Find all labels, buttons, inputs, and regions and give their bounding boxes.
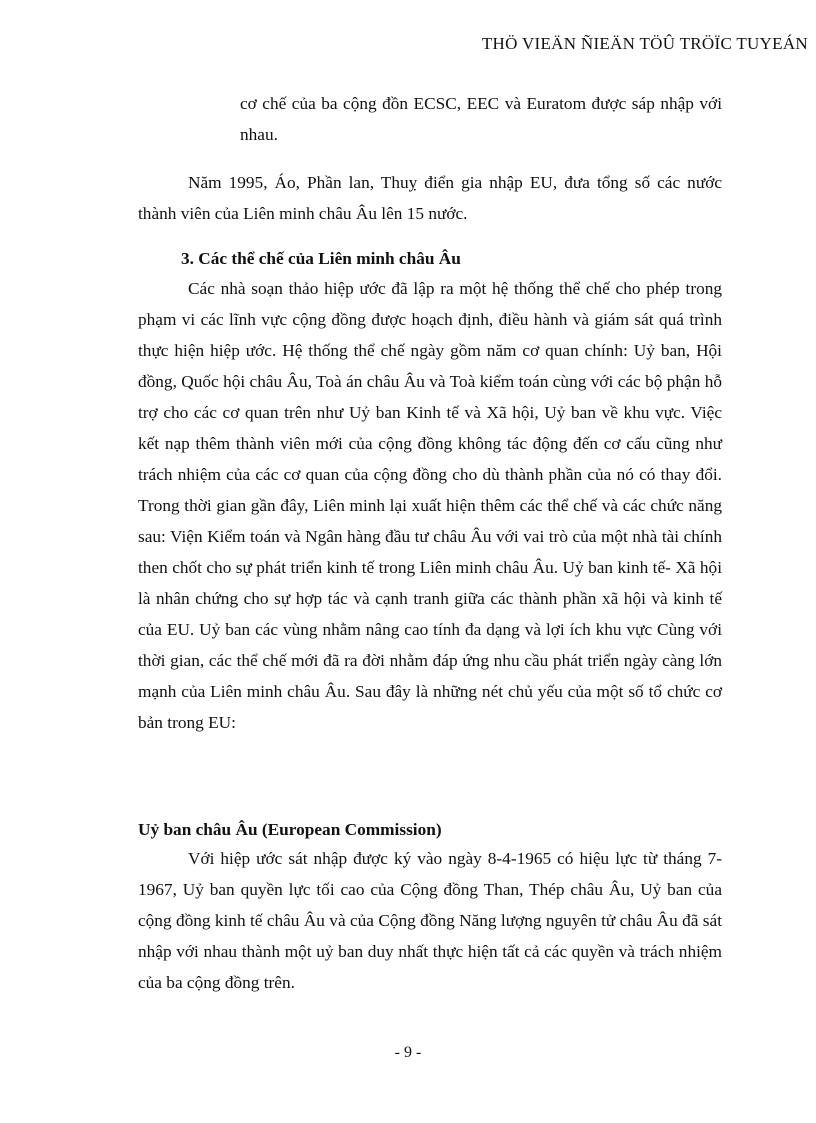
subheading-european-commission: Uỷ ban châu Âu (European Commission) xyxy=(138,820,442,839)
paragraph-1-text: Năm 1995, Áo, Phần lan, Thuỵ điển gia nhập EU, đưa tổng số các nước thành viên của Liên minh châu Âu lên 15 nước. xyxy=(138,173,722,223)
paragraph-1 xyxy=(138,167,722,229)
paragraph-2-text: Các nhà soạn thảo hiệp ước đã lập ra một hệ thống thể chế cho phép trong phạm vi các lĩnh vực cộng đồng được hoạch định, điều hành và giám sát quá trình thực hiện hiệp ước. Hệ thống thể chế ngày gồm năm cơ quan chính: Uỷ ban, Hội đồng, Quốc hội châu Âu, Toà án châu Âu và Toà kiểm toán cùng với các bộ phận hỗ trợ cho các cơ quan trên như Uỷ ban Kinh tế và Xã hội, Uỷ ban về khu vực. Việc kết nạp thêm thành viên mới của cộng đồng không tác động đến cơ cấu cũng như trách nhiệm của các cơ quan của cộng đồng cho dù thành phần của nó có thay đổi. Trong thời gian gần đây, Liên minh lại xuất hiện thêm các thể chế và các chức năng sau: Viện Kiểm toán và Ngân hàng đầu tư châu Âu với vai trò của một nhà tài chính then chốt cho sự phát triển kinh tế trong Liên minh châu Âu. Uỷ ban kinh tế- Xã hội là nhân chứng cho sự hợp tác và cạnh tranh giữa các thành phần xã hội và kinh tế của EU. Uỷ ban các vùng nhằm nâng cao tính đa dạng và lợi ích khu vực Cùng với thời gian, các thể chế mới đã ra đời nhằm đáp ứng nhu cầu phát triển ngày càng lớn mạnh của Liên minh châu Âu. Sau đây là những nét chủ yếu của một số tổ chức cơ bản trong EU: xyxy=(138,279,722,732)
section-heading: 3. Các thể chế của Liên minh châu Âu xyxy=(181,249,461,268)
running-header: THÖ VIEÄN ÑIEÄN TÖÛ TRÖÏC TUYEÁN xyxy=(481,34,808,53)
page-number: - 9 - xyxy=(394,1044,422,1061)
list-continuation xyxy=(240,88,722,150)
paragraph-3-text: Với hiệp ước sát nhập được ký vào ngày 8-4-1965 có hiệu lực từ tháng 7-1967, Uỷ ban quyền lực tối cao của Cộng đồng Than, Thép châu Âu, Uỷ ban của cộng đồng kinh tế châu Âu và của Cộng đồng Năng lượng nguyên tử châu Âu đã sát nhập với nhau thành một uỷ ban duy nhất thực hiện tất cả các quyền và trách nhiệm của ba cộng đồng trên. xyxy=(138,849,722,992)
list-continuation-text: cơ chế của ba cộng đồn ECSC, EEC và Euratom được sáp nhập với nhau. xyxy=(240,94,722,144)
paragraph-3 xyxy=(138,843,722,998)
paragraph-2 xyxy=(138,273,722,738)
